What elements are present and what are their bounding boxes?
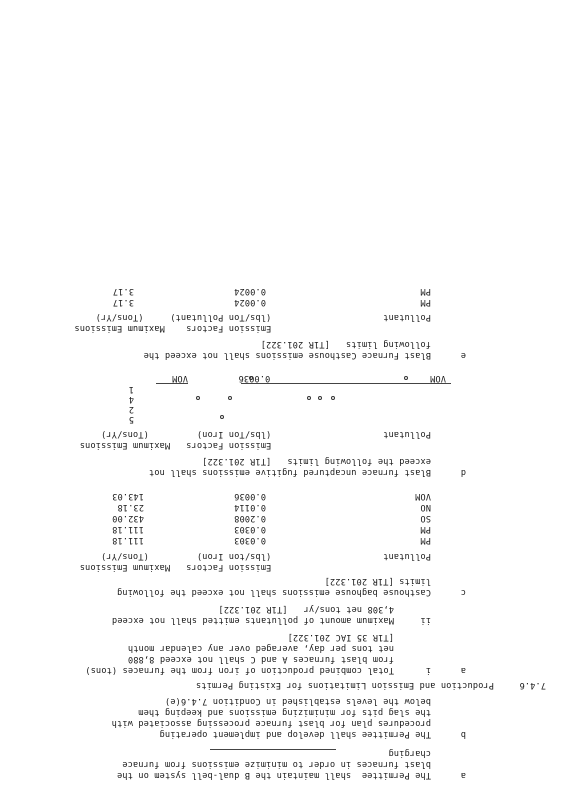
table1-row-max: 432.00 [112,513,144,523]
paragraph-a-line-2: blast furnaces in order to minimize emissions from furnace [122,759,431,769]
item-i-line-4: [T1R 35 IAC 201.322] [287,632,394,642]
table3-row-max: 3.17 [112,286,134,296]
label-c: c [460,587,466,597]
table2-rule [156,383,188,384]
dot-marker [404,376,408,380]
table3-row-pollutant: PM [420,297,431,307]
table1-row-factor: 0.0303 [234,524,266,534]
section-title: Production and Emission Limitations for Existing Permits [195,680,494,690]
table1-row-factor: 0.0303 [234,535,266,545]
table1-row-factor: 0.0036 [234,491,266,501]
label-d: d [460,467,466,477]
table1-row-pollutant: PM [420,524,431,534]
table3-row-pollutant: PM [420,286,431,296]
label-b: b [460,729,466,739]
dot-marker [307,396,311,400]
paragraph-e-line-2: following limits [T1R 201.322] [260,339,431,349]
dot-marker [249,376,253,380]
item-ii-line-2: 4,308 net tons/yr [T1R 201.322] [218,604,394,614]
paragraph-b-line-1: The Permittee shall develop and implement operating [159,729,431,739]
label-a2: a [460,665,466,675]
label-a: a [460,770,466,780]
paragraph-a-line-1: The Permittee shall maintain the B dual-bell system on the [116,770,431,780]
dot-marker [318,396,322,400]
label-e: e [460,350,466,360]
blank-rule [210,749,336,750]
dot-marker [196,396,200,400]
paragraph-c-line-2: limits [T1R 201.322] [324,576,431,586]
paragraph-c-line-1: Casthouse baghouse emissions shall not exceed the following [116,587,431,597]
table1-header-2: Pollutant (lbs/ton Iron) (Tons/Yr) [100,551,431,561]
label-ii: ii [420,615,431,625]
paragraph-b-line-4: below the levels established in Condition 7.4.6(e) [164,696,431,706]
table3-row-factor: 0.0024 [234,297,266,307]
table2-header-1: Emission Factors Maximum Emissions [79,440,431,450]
dot-marker [331,396,335,400]
table1-row-pollutant: VOM [415,491,431,501]
table1-row-max: 111.18 [112,524,144,534]
table1-row-factor: 0.2008 [234,513,266,523]
table1-header-1: Emission Factors Maximum Emissions [79,562,431,572]
table3-row-max: 3.17 [112,297,134,307]
table2-row-label: 5 [128,414,134,424]
table3-row-factor: 0.0024 [234,286,266,296]
table1-row-max: 111.18 [112,535,144,545]
table1-row-factor: 0.0114 [234,502,266,512]
paragraph-d-line-1: Blast furnace uncaptured fugitive emissions shall not [148,467,431,477]
table2-row-label: 4 [128,394,134,404]
table3-header-2: Pollutant (lbs/Ton Pollutant) (Tons/Yr) [95,312,431,322]
paragraph-b-line-2: procedures plan for blast furnace processing associated with [111,718,431,728]
paragraph-b-line-3: the slag pits for minimizing emissions and keeping them [138,707,431,717]
item-i-line-3: net tons per day, averaged over any calendar month [127,643,394,653]
table3-header-1: Emission Factors Maximum Emissions [74,323,431,333]
table1-row-pollutant: PM [420,535,431,545]
table1-row-pollutant: NO [420,502,431,512]
section-number: 7.4.6 [519,680,546,690]
table2-row-label: 1 [128,384,134,394]
dot-marker [220,415,224,419]
item-i-line-2: from blast furnaces A and C shall not exceed 8,880 [127,654,394,664]
item-i-line-1: Total combined production of iron from the furnaces (tons) [85,665,394,675]
table2-vom-row: VOM 0.0036 [238,373,446,383]
table1-row-max: 23.18 [117,502,144,512]
table2-header-2: Pollutant (lbs/Ton Iron) (Tons/Yr) [100,429,431,439]
table2-row-label: VOM [172,373,188,383]
dot-marker [228,396,232,400]
paragraph-e-line-1: Blast Furnace Casthouse emissions shall not exceed the [143,350,431,360]
table1-row-pollutant: SO [420,513,431,523]
table2-row-label: 2 [128,404,134,414]
label-i: i [425,665,431,675]
paragraph-a-line-3: charging [388,748,431,758]
paragraph-d-line-2: exceed the following limits [T1R 201.322] [202,456,431,466]
item-ii-line-1: Maximum amount of pollutants emitted shall not exceed [111,615,394,625]
table1-row-max: 143.03 [112,491,144,501]
table2-rule [241,383,451,384]
